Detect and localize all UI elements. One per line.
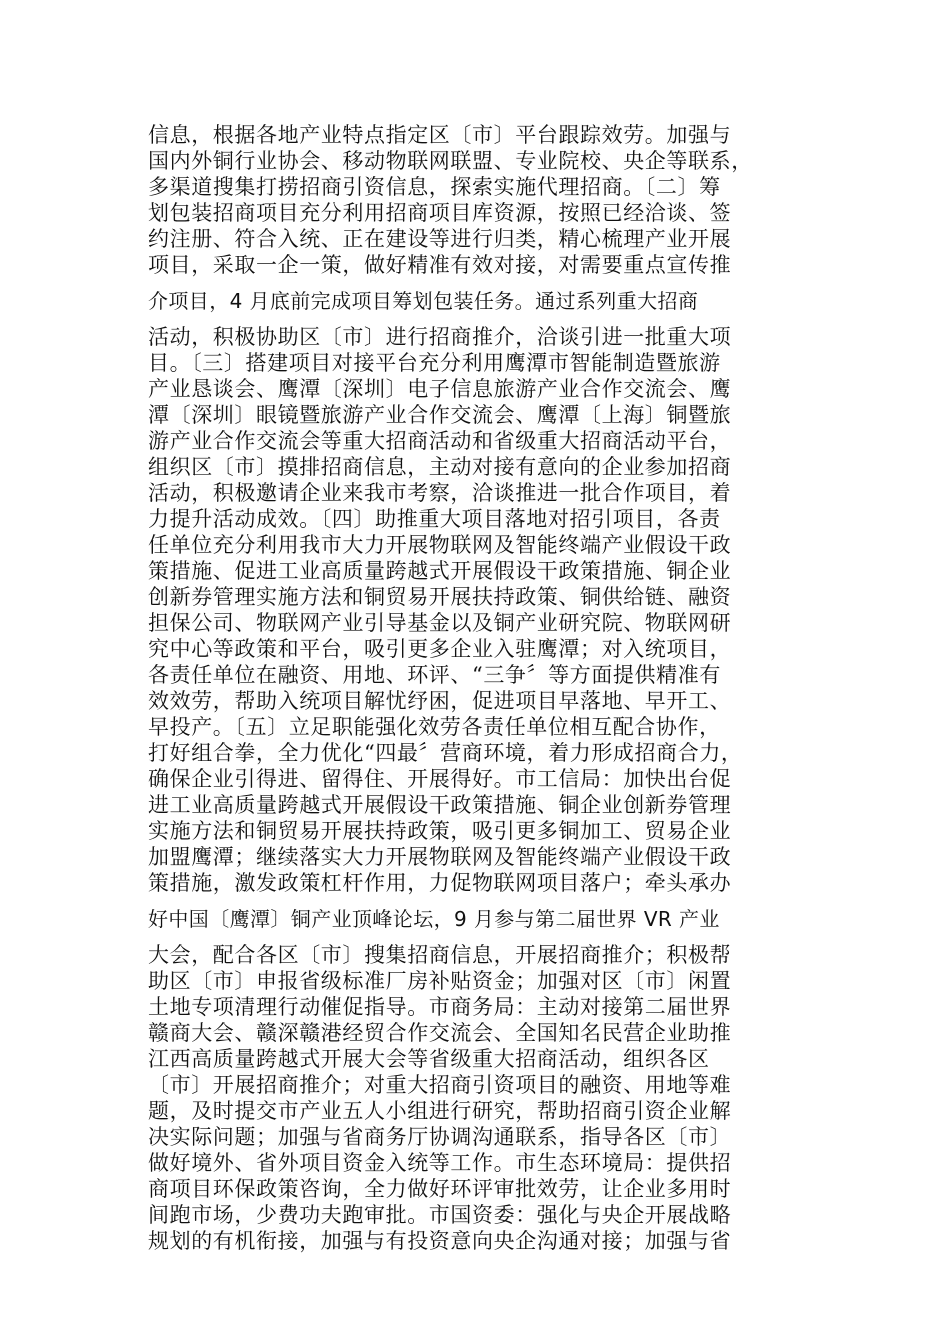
text-line: 商项目环保政策咨询，全力做好环评审批效劳，让企业多用时 (148, 1177, 732, 1201)
text-line: 担保公司、物联网产业引导基金以及铜产业研究院、物联网研 (148, 611, 732, 635)
text-line: 信息，根据各地产业特点指定区〔市〕平台跟踪效劳。加强与 (148, 123, 732, 147)
text-line: 进工业高质量跨越式开展假设干政策措施、铜企业创新券管理 (148, 793, 732, 817)
text-line: 组织区〔市〕摸排招商信息，主动对接有意向的企业参加招商 (148, 455, 732, 479)
text-line: 潭〔深圳〕眼镜暨旅游产业合作交流会、鹰潭〔上海〕铜暨旅 (148, 403, 732, 427)
text-line: 各责任单位在融资、用地、环评、“三争〞等方面提供精准有 (148, 663, 721, 687)
text-line: 介项目，4 月底前完成项目筹划包装任务。通过系列重大招商 (148, 289, 699, 313)
text-line: 效效劳，帮助入统项目解忧纾困，促进项目早落地、早开工、 (148, 689, 732, 713)
text-line: 好中国〔鹰潭〕铜产业顶峰论坛，9 月参与第二届世界 VR 产业 (148, 907, 720, 931)
text-line: 约注册、符合入统、正在建设等进行归类，精心梳理产业开展 (148, 227, 732, 251)
text-line: 早投产。〔五〕立足职能强化效劳各责任单位相互配合协作， (148, 715, 721, 739)
text-line: 助区〔市〕申报省级标准厂房补贴资金；加强对区〔市〕闲置 (148, 969, 732, 993)
text-line: 活动，积极邀请企业来我市考察，洽谈推进一批合作项目，着 (148, 481, 732, 505)
text-line: 〔市〕开展招商推介；对重大招商引资项目的融资、用地等难 (148, 1073, 732, 1097)
text-line: 活动，积极协助区〔市〕进行招商推介，洽谈引进一批重大项 (148, 325, 732, 349)
text-line: 游产业合作交流会等重大招商活动和省级重大招商活动平台， (148, 429, 732, 453)
text-line: 题，及时提交市产业五人小组进行研究，帮助招商引资企业解 (148, 1099, 732, 1123)
text-line: 大会，配合各区〔市〕搜集招商信息，开展招商推介；积极帮 (148, 943, 732, 967)
text-line: 多渠道搜集打捞招商引资信息，探索实施代理招商。〔二〕筹 (148, 175, 721, 199)
text-line: 策措施，激发政策杠杆作用，力促物联网项目落户；牵头承办 (148, 871, 732, 895)
text-line: 国内外铜行业协会、移动物联网联盟、专业院校、央企等联系， (148, 149, 753, 173)
text-line: 划包装招商项目充分利用招商项目库资源，按照已经洽谈、签 (148, 201, 732, 225)
text-line: 赣商大会、赣深赣港经贸合作交流会、全国知名民营企业助推 (148, 1021, 732, 1045)
text-line: 产业恳谈会、鹰潭〔深圳〕电子信息旅游产业合作交流会、鹰 (148, 377, 732, 401)
text-line: 间跑市场，少费功夫跑审批。市国资委：强化与央企开展战略 (148, 1203, 732, 1227)
text-line: 规划的有机衔接，加强与有投资意向央企沟通对接；加强与省 (148, 1229, 732, 1253)
text-line: 决实际问题；加强与省商务厅协调沟通联系，指导各区〔市〕 (148, 1125, 732, 1149)
text-line: 策措施、促进工业高质量跨越式开展假设干政策措施、铜企业 (148, 559, 732, 583)
text-line: 确保企业引得进、留得住、开展得好。市工信局：加快出台促 (148, 767, 732, 791)
text-line: 项目，采取一企一策，做好精准有效对接，对需要重点宣传推 (148, 253, 732, 277)
text-line: 打好组合拳，全力优化“四最〞营商环境，着力形成招商合力， (148, 741, 743, 765)
text-line: 究中心等政策和平台，吸引更多企业入驻鹰潭；对入统项目， (148, 637, 732, 661)
text-line: 土地专项清理行动催促指导。市商务局：主动对接第二届世界 (148, 995, 732, 1019)
text-line: 实施方法和铜贸易开展扶持政策，吸引更多铜加工、贸易企业 (148, 819, 732, 843)
text-line: 任单位充分利用我市大力开展物联网及智能终端产业假设干政 (148, 533, 732, 557)
text-line: 力提升活动成效。〔四〕助推重大项目落地对招引项目，各责 (148, 507, 721, 531)
text-line: 做好境外、省外项目资金入统等工作。市生态环境局：提供招 (148, 1151, 732, 1175)
text-line: 加盟鹰潭；继续落实大力开展物联网及智能终端产业假设干政 (148, 845, 732, 869)
text-line: 江西高质量跨越式开展大会等省级重大招商活动，组织各区 (148, 1047, 710, 1071)
text-line: 创新券管理实施方法和铜贸易开展扶持政策、铜供给链、融资 (148, 585, 732, 609)
text-line: 目。〔三〕搭建项目对接平台充分利用鹰潭市智能制造暨旅游 (148, 351, 721, 375)
